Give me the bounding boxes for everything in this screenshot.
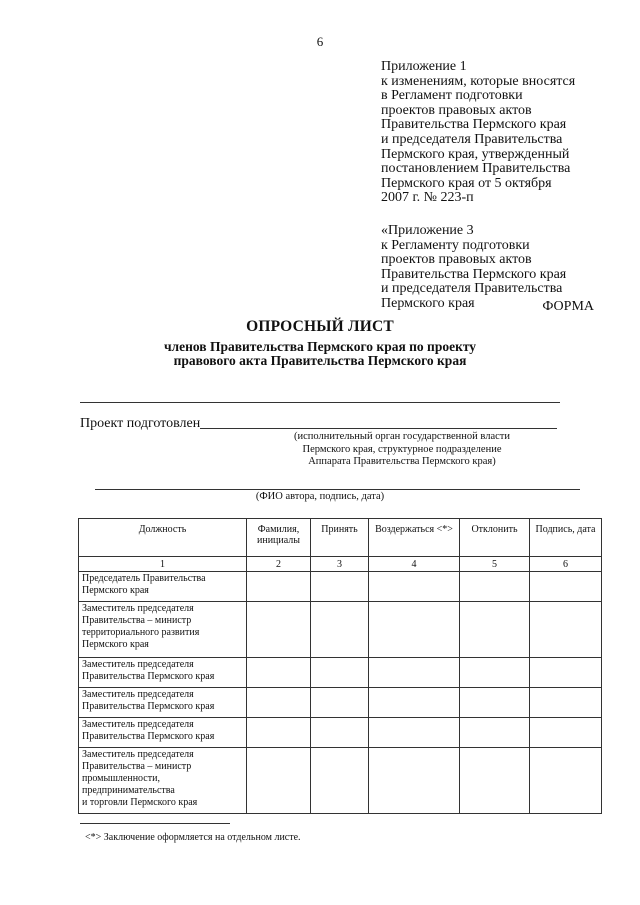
header-accept: Принять	[311, 519, 369, 557]
column-number: 3	[311, 557, 369, 572]
position-line: Заместитель председателя	[82, 689, 194, 700]
forma-label: ФОРМА	[542, 299, 594, 314]
reject-cell[interactable]	[460, 718, 530, 748]
signature-cell[interactable]	[530, 658, 602, 688]
signature-cell[interactable]	[530, 688, 602, 718]
table-row	[79, 718, 602, 748]
accept-cell[interactable]	[311, 658, 369, 688]
prepared-fill-line	[200, 428, 557, 429]
name-cell[interactable]	[247, 602, 311, 658]
signature-cell[interactable]	[530, 572, 602, 602]
appendix1-line: к изменениям, которые вносятся	[381, 73, 576, 89]
appendix3-line: «Приложение 3	[381, 222, 474, 238]
name-cell[interactable]	[247, 748, 311, 814]
appendix3-line: к Регламенту подготовки	[381, 237, 530, 253]
reject-cell[interactable]	[460, 602, 530, 658]
column-number: 2	[247, 557, 311, 572]
name-cell[interactable]	[247, 688, 311, 718]
position-line: Заместитель председателя	[82, 603, 194, 614]
blank-line	[80, 402, 560, 403]
appendix3-line: Правительства Пермского края	[381, 266, 567, 282]
position-cell	[79, 572, 247, 602]
header-abstain: Воздержаться <*>	[369, 519, 460, 557]
position-line: Правительства Пермского края	[82, 671, 215, 682]
signature-cell[interactable]	[530, 718, 602, 748]
position-line: промышленности,	[82, 773, 160, 784]
appendix3-line: проектов правовых актов	[381, 252, 532, 268]
position-line: Заместитель председателя	[82, 659, 194, 670]
header-name: Фамилия, инициалы	[247, 519, 311, 557]
position-line: Правительства Пермского края	[82, 701, 215, 712]
position-line: Пермского края	[82, 585, 149, 596]
position-line: Заместитель председателя	[82, 719, 194, 730]
prepared-caption	[272, 431, 532, 469]
column-number: 5	[460, 557, 530, 572]
subtitle-line: правового акта Правительства Пермского края	[173, 353, 467, 368]
table-row	[79, 572, 602, 602]
header-reject: Отклонить	[460, 519, 530, 557]
table-row	[79, 658, 602, 688]
appendix3-line: и председателя Правительства	[381, 281, 563, 297]
abstain-cell[interactable]	[369, 658, 460, 688]
appendix1-line: Пермского края от 5 октября	[381, 175, 552, 191]
accept-cell[interactable]	[311, 718, 369, 748]
accept-cell[interactable]	[311, 572, 369, 602]
table-row	[79, 688, 602, 718]
reject-cell[interactable]	[460, 688, 530, 718]
abstain-cell[interactable]	[369, 688, 460, 718]
spacer	[381, 206, 621, 224]
page-number: 6	[316, 34, 324, 49]
caption-line: Аппарата Правительства Пермского края)	[308, 456, 496, 467]
abstain-cell[interactable]	[369, 718, 460, 748]
document-title: ОПРОСНЫЙ ЛИСТ	[246, 318, 394, 335]
caption-line: Пермского края, структурное подразделение	[302, 443, 502, 455]
name-cell[interactable]	[247, 718, 311, 748]
reject-cell[interactable]	[460, 748, 530, 814]
position-line: Правительства Пермского края	[82, 731, 215, 742]
accept-cell[interactable]	[311, 688, 369, 718]
abstain-cell[interactable]	[369, 572, 460, 602]
survey-table	[78, 518, 602, 814]
name-cell[interactable]	[247, 572, 311, 602]
appendix1-line: Приложение 1	[381, 59, 467, 74]
reject-cell[interactable]	[460, 658, 530, 688]
abstain-cell[interactable]	[369, 748, 460, 814]
appendix1-line: и председателя Правительства	[381, 131, 563, 147]
position-line: Пермского края	[82, 639, 149, 650]
abstain-cell[interactable]	[369, 602, 460, 658]
column-number: 1	[79, 557, 247, 572]
column-number-row	[79, 557, 602, 572]
table-header-row	[79, 519, 602, 557]
position-line: Правительства – министр	[82, 615, 192, 626]
position-cell	[79, 658, 247, 688]
appendix1-line: проектов правовых актов	[381, 102, 532, 118]
position-cell	[79, 718, 247, 748]
accept-cell[interactable]	[311, 748, 369, 814]
appendix-block	[381, 60, 621, 312]
document-subtitle	[0, 340, 640, 368]
appendix1-line: Пермского края, утвержденный	[381, 146, 570, 162]
header-signature: Подпись, дата	[530, 519, 602, 557]
position-line: Председатель Правительства	[82, 573, 206, 584]
signature-cell[interactable]	[530, 602, 602, 658]
position-line: территориального развития	[82, 627, 200, 638]
signature-cell[interactable]	[530, 748, 602, 814]
name-cell[interactable]	[247, 658, 311, 688]
appendix3-line: Пермского края	[381, 295, 475, 311]
column-number: 4	[369, 557, 460, 572]
fio-fill-line	[95, 489, 580, 490]
position-cell	[79, 748, 247, 814]
subtitle-line: членов Правительства Пермского края по проекту	[163, 339, 477, 354]
position-cell	[79, 688, 247, 718]
position-line: Правительства – министр	[82, 761, 192, 772]
footnote: <*> Заключение оформляется на отдельном листе.	[85, 832, 301, 843]
footnote-separator	[80, 823, 230, 824]
table-row	[79, 602, 602, 658]
appendix1-line: 2007 г. № 223-п	[381, 190, 474, 206]
accept-cell[interactable]	[311, 602, 369, 658]
position-cell	[79, 602, 247, 658]
position-line: Заместитель председателя	[82, 749, 194, 760]
column-number: 6	[530, 557, 602, 572]
reject-cell[interactable]	[460, 572, 530, 602]
appendix1-line: постановлением Правительства	[381, 161, 571, 177]
table-row	[79, 748, 602, 814]
caption-line: (исполнительный орган государственной власти	[294, 431, 510, 442]
appendix1-line: Правительства Пермского края	[381, 117, 567, 133]
appendix1-line: в Регламент подготовки	[381, 88, 523, 104]
prepared-label: Проект подготовлен	[80, 416, 201, 431]
header-position: Должность	[79, 519, 247, 557]
fio-caption: (ФИО автора, подпись, дата)	[255, 491, 385, 502]
position-line: и торговли Пермского края	[82, 797, 198, 808]
position-line: предпринимательства	[82, 785, 175, 796]
